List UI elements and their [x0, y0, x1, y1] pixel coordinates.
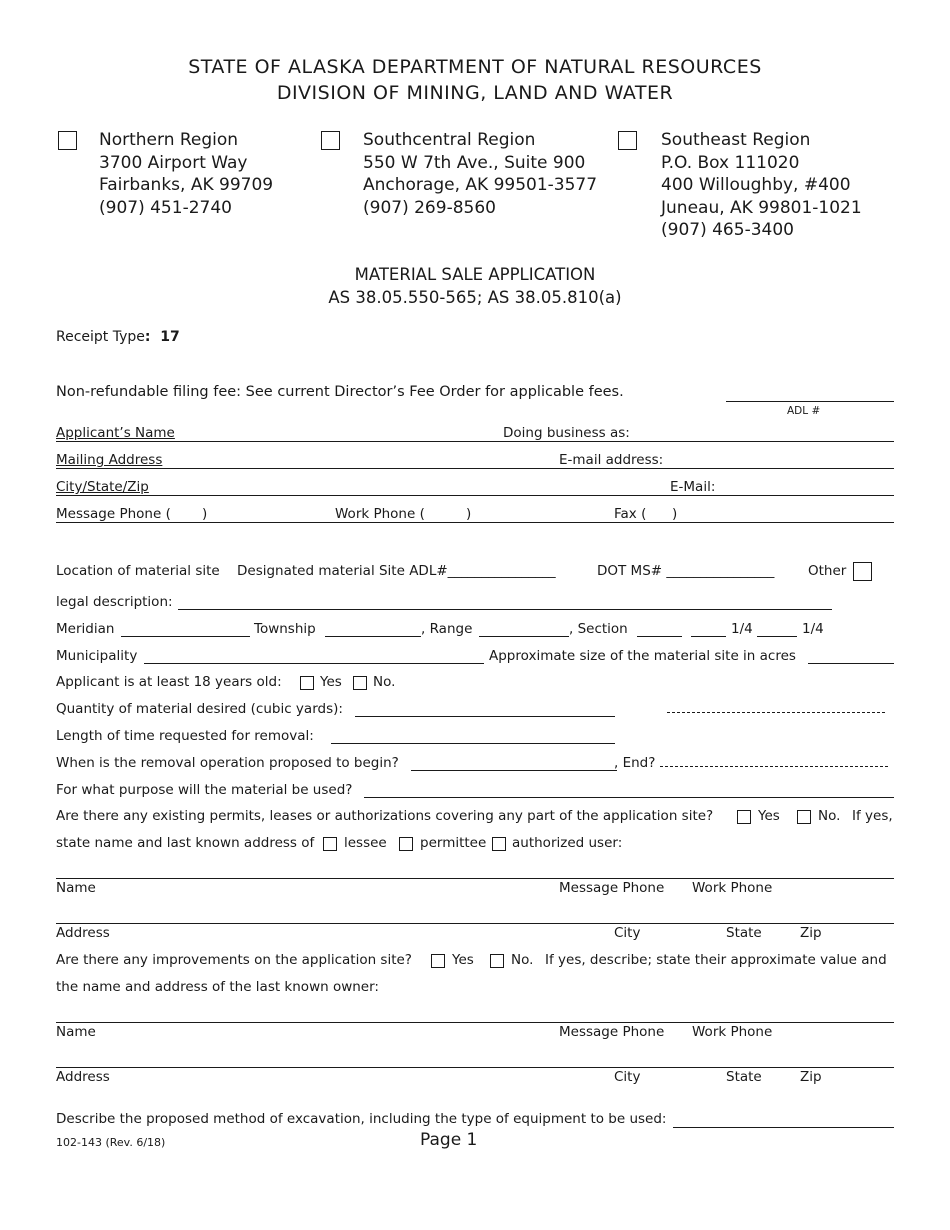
begin-field[interactable]: [411, 770, 617, 771]
form-title: MATERIAL SALE APPLICATION: [354, 265, 596, 284]
adl-number-field[interactable]: [726, 401, 894, 402]
quantity-extra-field[interactable]: [667, 712, 885, 713]
contact-address-label: Address: [56, 925, 110, 941]
applicant-name-field[interactable]: [56, 441, 894, 442]
contact-address-label: Address: [56, 1069, 110, 1085]
region-address-line: 550 W 7th Ave., Suite 900: [363, 152, 586, 173]
begin-label: When is the removal operation proposed to begin?: [56, 755, 399, 771]
age-no-label: No.: [373, 674, 396, 690]
receipt-type-value: 17: [160, 329, 180, 345]
city-state-zip-label: City/State/Zip: [56, 479, 149, 495]
contact-state-label: State: [726, 925, 762, 941]
contact-zip-label: Zip: [800, 1069, 822, 1085]
region-address-line: Anchorage, AK 99501-3577: [363, 175, 598, 195]
range-field[interactable]: [479, 636, 569, 637]
township-field[interactable]: [325, 636, 421, 637]
permits-if-yes: If yes,: [852, 808, 893, 824]
approx-size-label: Approximate size of the material site in acres: [489, 648, 796, 664]
municipality-label: Municipality: [56, 648, 138, 664]
region-name: Southeast Region: [661, 130, 811, 150]
authorized-user-label: authorized user:: [512, 835, 623, 851]
message-phone-label: Message Phone (: [56, 506, 171, 522]
quarter-label-2: 1/4: [802, 621, 824, 637]
excavation-field[interactable]: [673, 1127, 894, 1128]
receipt-type: Receipt Type: 17: [56, 329, 180, 345]
contact-zip-label: Zip: [800, 925, 822, 941]
mailing-address-label: Mailing Address: [56, 452, 163, 468]
region-phone: (907) 269-8560: [363, 197, 496, 218]
age-question: Applicant is at least 18 years old:: [56, 674, 282, 690]
contact-work-phone-label: Work Phone: [692, 1024, 773, 1040]
end-label: , End?: [614, 755, 656, 771]
contact-name-label: Name: [56, 880, 96, 896]
improvements-no-label: No.: [511, 952, 534, 968]
quantity-field[interactable]: [355, 716, 615, 717]
quarter-label-1: 1/4: [731, 621, 753, 637]
work-phone-close: ): [466, 506, 472, 522]
region-address-line: Juneau, AK 99801-1021: [661, 197, 862, 218]
excavation-label: Describe the proposed method of excavation, including the type of equipment to be used:: [56, 1111, 667, 1127]
township-label: Township: [254, 621, 316, 637]
contact-work-phone-label: Work Phone: [692, 880, 773, 896]
age-yes-checkbox[interactable]: [300, 676, 314, 690]
contact-message-phone-label: Message Phone: [559, 880, 665, 896]
length-label: Length of time requested for removal:: [56, 728, 314, 744]
mailing-address-field[interactable]: [56, 468, 894, 469]
section-field[interactable]: [637, 636, 682, 637]
improvements-yes-checkbox[interactable]: [431, 954, 445, 968]
section-label: , Section: [569, 621, 628, 637]
lessee-checkbox[interactable]: [323, 837, 337, 851]
contact-message-phone-label: Message Phone: [559, 1024, 665, 1040]
improvements-if-yes: If yes, describe; state their approximate value and: [545, 952, 887, 968]
division-title: DIVISION OF MINING, LAND AND WATER: [276, 82, 674, 104]
region-address-line: P.O. Box 111020: [661, 152, 800, 173]
improvements-no-checkbox[interactable]: [490, 954, 504, 968]
lessee-label: lessee: [344, 835, 387, 851]
fee-note: Non-refundable filing fee: See current Director’s Fee Order for applicable fees.: [56, 384, 624, 400]
phone-field-line[interactable]: [56, 522, 894, 523]
permittee-checkbox[interactable]: [399, 837, 413, 851]
adl-label: ADL #: [787, 405, 821, 417]
southcentral-region-checkbox[interactable]: [321, 131, 340, 150]
owner-address-field[interactable]: [56, 1067, 894, 1068]
improvements-question: Are there any improvements on the application site?: [56, 952, 412, 968]
end-field[interactable]: [660, 766, 888, 767]
authorized-user-checkbox[interactable]: [492, 837, 506, 851]
permit-holder-address-field[interactable]: [56, 923, 894, 924]
region-name: Southcentral Region: [363, 130, 536, 150]
length-field[interactable]: [331, 743, 615, 744]
form-statute: AS 38.05.550-565; AS 38.05.810(a): [328, 288, 622, 307]
other-label: Other: [808, 563, 847, 579]
municipality-field[interactable]: [144, 663, 484, 664]
region-address-line: 3700 Airport Way: [99, 152, 248, 173]
permittee-label: permittee: [420, 835, 487, 851]
fax-label: Fax (: [614, 506, 647, 522]
permits-yes-checkbox[interactable]: [737, 810, 751, 824]
doing-business-as-label: Doing business as:: [503, 425, 630, 441]
improvements-owner-label: the name and address of the last known owner:: [56, 979, 379, 995]
legal-description-field[interactable]: [178, 609, 832, 610]
permits-no-label: No.: [818, 808, 841, 824]
region-address-line: 400 Willoughby, #400: [661, 175, 851, 195]
age-yes-label: Yes: [320, 674, 342, 690]
work-phone-label: Work Phone (: [335, 506, 425, 522]
applicant-name-label: Applicant’s Name: [56, 425, 175, 441]
northern-region-checkbox[interactable]: [58, 131, 77, 150]
form-number: 102-143 (Rev. 6/18): [56, 1136, 166, 1149]
range-label: , Range: [421, 621, 473, 637]
region-phone: (907) 451-2740: [99, 197, 232, 218]
southeast-region-checkbox[interactable]: [618, 131, 637, 150]
region-address-line: Fairbanks, AK 99709: [99, 175, 274, 195]
page-number: Page 1: [420, 1130, 478, 1150]
permits-yes-label: Yes: [758, 808, 780, 824]
location-label: Location of material site: [56, 563, 220, 579]
age-no-checkbox[interactable]: [353, 676, 367, 690]
receipt-type-label: Receipt Type: [56, 329, 145, 345]
designated-site-label: Designated material Site ADL#________________: [237, 563, 556, 579]
legal-description-label: legal description:: [56, 594, 173, 610]
email-address-label: E-mail address:: [559, 452, 664, 468]
message-phone-close: ): [202, 506, 208, 522]
permits-no-checkbox[interactable]: [797, 810, 811, 824]
purpose-field[interactable]: [364, 797, 894, 798]
state-name-label: state name and last known address of: [56, 835, 315, 851]
quarter-field-1[interactable]: [691, 636, 726, 637]
city-state-zip-field[interactable]: [56, 495, 894, 496]
region-phone: (907) 465-3400: [661, 220, 794, 240]
contact-city-label: City: [614, 925, 641, 941]
meridian-field[interactable]: [121, 636, 250, 637]
improvements-yes-label: Yes: [452, 952, 474, 968]
permits-question: Are there any existing permits, leases or authorizations covering any part of the application site?: [56, 808, 714, 824]
other-checkbox[interactable]: [853, 562, 872, 581]
agency-title: STATE OF ALASKA DEPARTMENT OF NATURAL RESOURCES: [188, 56, 762, 78]
owner-name-field[interactable]: [56, 1022, 894, 1023]
quarter-field-2[interactable]: [757, 636, 797, 637]
dot-ms-label: DOT MS# ________________: [597, 563, 775, 579]
meridian-label: Meridian: [56, 621, 115, 637]
email-label: E-Mail:: [670, 479, 716, 495]
contact-city-label: City: [614, 1069, 641, 1085]
quantity-label: Quantity of material desired (cubic yards):: [56, 701, 343, 717]
region-name: Northern Region: [99, 130, 239, 150]
approx-size-field[interactable]: [808, 663, 894, 664]
contact-name-label: Name: [56, 1024, 96, 1040]
southcentral-region-block: [363, 129, 597, 219]
southeast-region-block: [661, 129, 862, 242]
purpose-label: For what purpose will the material be used?: [56, 782, 353, 798]
contact-state-label: State: [726, 1069, 762, 1085]
northern-region-block: [99, 129, 273, 219]
fax-close: ): [672, 506, 678, 522]
permit-holder-name-field[interactable]: [56, 878, 894, 879]
